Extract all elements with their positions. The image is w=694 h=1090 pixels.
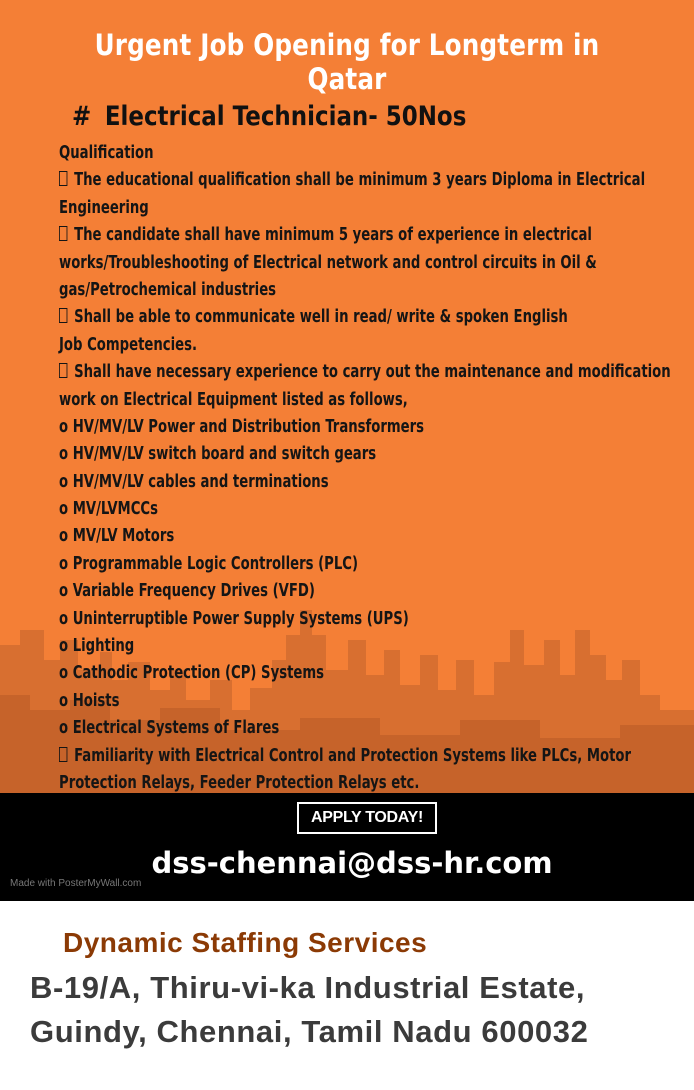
line-text: Qualification <box>59 143 154 163</box>
bullet-line <box>59 743 647 770</box>
text-line <box>59 688 647 715</box>
bullet-line <box>59 304 647 331</box>
line-text: Shall have necessary experience to carry out the maintenance and modification <box>74 362 671 383</box>
contact-email: dss-chennai@dss-hr.com <box>151 846 553 880</box>
bullet-line <box>59 222 647 249</box>
line-text: Familiarity with Electrical Control and Protection Systems like PLCs, Motor <box>74 745 632 766</box>
company-name: Dynamic Staffing Services <box>63 927 428 958</box>
text-line <box>59 633 647 660</box>
text-line <box>59 660 647 687</box>
checkbox-bullet-icon <box>59 747 67 762</box>
text-line <box>59 387 647 414</box>
line-text: works/Troubleshooting of Electrical network and control circuits in Oil & <box>59 252 597 273</box>
line-text: Job Competencies. <box>59 334 198 355</box>
line-text: work on Electrical Equipment listed as follows, <box>59 389 408 410</box>
text-line <box>59 441 647 468</box>
headline: Urgent Job Opening for Longterm in Qatar <box>94 28 600 96</box>
bullet-line <box>59 359 671 386</box>
line-text: o Variable Frequency Drives (VFD) <box>59 581 315 602</box>
line-text: o Hoists <box>59 690 120 711</box>
line-text: o HV/MV/LV switch board and switch gears <box>59 444 377 465</box>
text-line <box>59 551 647 578</box>
job-title-text: Electrical Technician- 50Nos <box>104 101 467 132</box>
text-line <box>59 715 647 742</box>
line-text: o Lighting <box>59 636 135 657</box>
line-text: o MV/LV Motors <box>59 526 175 547</box>
text-line <box>59 250 647 277</box>
address-line-1: B-19/A, Thiru-vi-ka Industrial Estate, <box>30 970 586 1005</box>
job-description <box>59 140 671 793</box>
text-line <box>59 469 647 496</box>
text-line <box>59 578 647 605</box>
line-text: o Cathodic Protection (CP) Systems <box>59 663 325 684</box>
line-text: o Uninterruptible Power Supply Systems (UPS) <box>59 608 409 629</box>
checkbox-bullet-icon <box>59 363 67 378</box>
text-line <box>59 414 647 441</box>
line-text: Shall be able to communicate well in read/ write & spoken English <box>74 307 568 328</box>
text-line <box>59 496 647 523</box>
text-line <box>59 195 647 222</box>
text-line <box>59 606 647 633</box>
line-text: The candidate shall have minimum 5 years of experience in electrical <box>74 225 592 246</box>
apply-today-badge: APPLY TODAY! <box>297 802 437 834</box>
line-text: o HV/MV/LV Power and Distribution Transformers <box>59 416 425 437</box>
line-text: o Programmable Logic Controllers (PLC) <box>59 553 359 574</box>
line-text: o MV/LVMCCs <box>59 499 159 520</box>
text-line <box>59 140 647 167</box>
checkbox-bullet-icon <box>59 226 67 241</box>
text-line <box>59 277 647 304</box>
checkbox-bullet-icon <box>59 171 67 186</box>
watermark: Made with PosterMyWall.com <box>10 878 142 889</box>
text-line <box>59 523 647 550</box>
checkbox-bullet-icon <box>59 308 67 323</box>
line-text: Engineering <box>59 197 149 218</box>
line-text: Protection Relays, Feeder Protection Relays etc. <box>59 772 420 793</box>
hash-symbol: # <box>72 101 92 132</box>
text-line <box>59 770 647 793</box>
line-text: o HV/MV/LV cables and terminations <box>59 471 329 492</box>
line-text: The educational qualification shall be minimum 3 years Diploma in Electrical <box>74 170 646 191</box>
line-text: o Electrical Systems of Flares <box>59 718 280 739</box>
job-title <box>72 101 466 132</box>
address-line-2: Guindy, Chennai, Tamil Nadu 600032 <box>30 1014 589 1049</box>
bullet-line <box>59 167 647 194</box>
line-text: gas/Petrochemical industries <box>59 279 277 300</box>
text-line <box>59 332 647 359</box>
